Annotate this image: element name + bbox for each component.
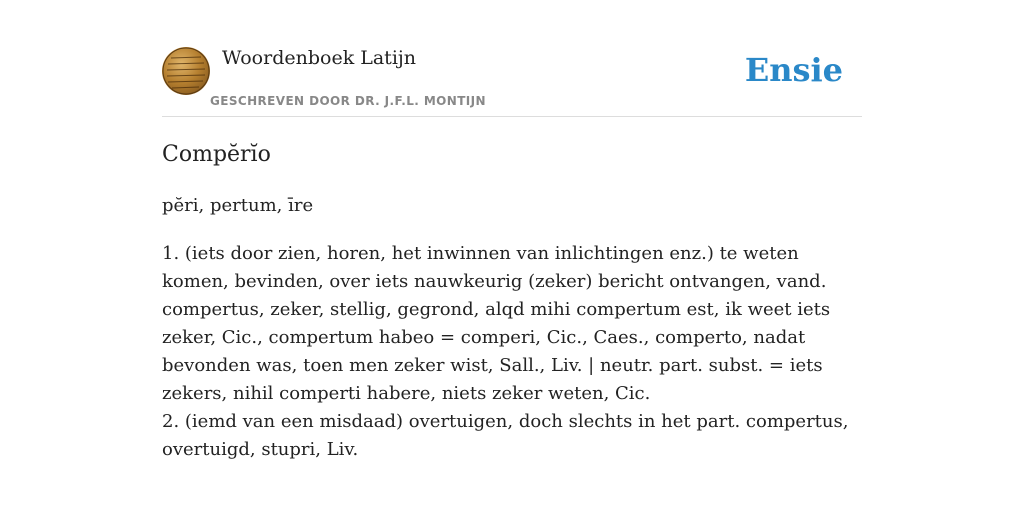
page-container (162, 0, 862, 460)
entry-definition (162, 240, 862, 464)
ensie-logo-link[interactable]: Ensie (744, 51, 843, 89)
definition-sense: 2. (iemd van een misdaad) overtuigen, doch slechts in het part. compertus, overtuigd, stupri, Liv. (162, 411, 849, 460)
entry-term: Compĕrĭo (162, 142, 271, 167)
header (162, 0, 862, 117)
entry-forms: pĕri, pertum, īre (162, 195, 314, 216)
definition-sense: 1. (iets door zien, horen, het inwinnen van inlichtingen enz.) te weten komen, bevinden, over iets nauwkeurig (zeker) bericht ontvangen, vand. compertus, zeker, stellig, gegrond, alqd mihi compertum est, ik weet iets zeker, Cic., compertum habeo = comperi, Cic., Caes., comperto, nadat bevonden was, toen men zeker wist, Sall., Liv. | neutr. part. subst. = iets zekers, nihil comperti habere, niets zeker weten, Cic. (162, 243, 831, 404)
latin-inscription-coin-icon[interactable] (162, 47, 210, 95)
dictionary-title[interactable]: Woordenboek Latijn (222, 47, 417, 69)
author-byline: GESCHREVEN DOOR DR. J.F.L. MONTIJN (210, 94, 486, 108)
